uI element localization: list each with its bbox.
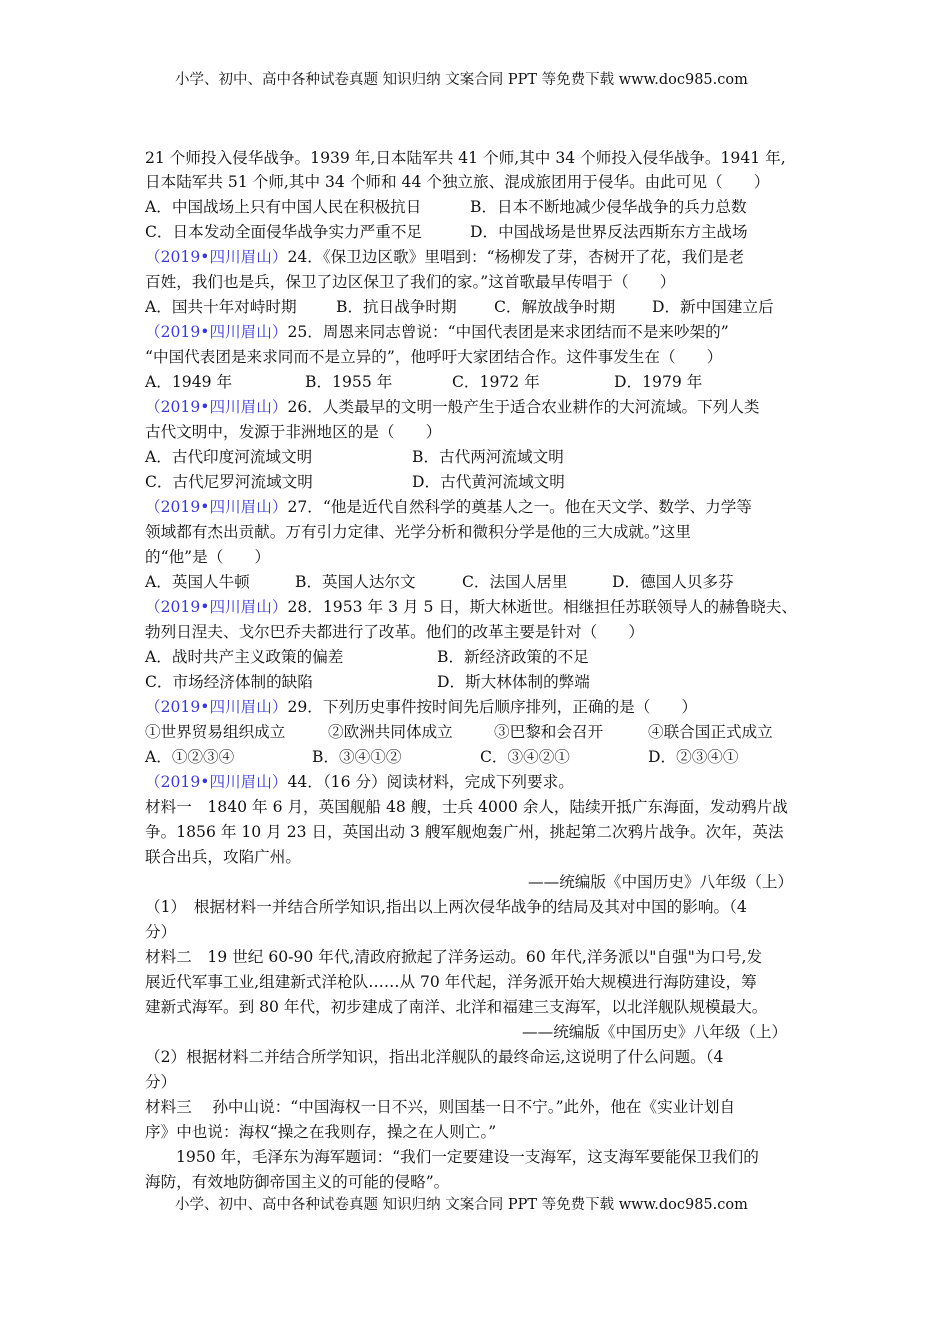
q29-option-b: B．③④①② — [312, 748, 402, 766]
q28-line2: 勃列日涅夫、戈尔巴乔夫都进行了改革。他们的改革主要是针对（ ） — [145, 623, 645, 641]
q23-option-b: B．日本不断地减少侵华战争的兵力总数 — [470, 198, 747, 216]
q24-stem: 24．《保卫边区歌》里唱到：“杨柳发了芽，杏树开了花，我们是老 — [287, 248, 745, 266]
q44-question1-line1: （1） 根据材料一并结合所学知识,指出以上两次侵华战争的结局及其对中国的影响。（4 — [145, 898, 747, 916]
q28-stem: 28．1953 年 3 月 5 日，斯大林逝世。相继担任苏联领导人的赫鲁晓夫、 — [287, 598, 798, 616]
q27-stem: 27．“他是近代自然科学的奠基人之一。他在天文学、数学、力学等 — [287, 498, 752, 516]
q26-option-d: D．古代黄河流域文明 — [412, 473, 565, 491]
q44-question1-line2: 分） — [145, 923, 177, 941]
q26-option-c: C．古代尼罗河流域文明 — [145, 473, 313, 491]
q26-line1 — [145, 397, 760, 417]
q27-line2: 领域都有杰出贡献。万有引力定律、光学分析和微积分学是他的三大成就。”这里 — [145, 523, 691, 541]
q24-line2: 百姓，我们也是兵，保卫了边区保卫了我们的家。”这首歌最早传唱于（ ） — [145, 273, 676, 291]
q44-material1-line1: 材料一 1840 年 6 月，英国舰船 48 艘，士兵 4000 余人，陆续开抵广东海面，发动鸦片战 — [145, 798, 788, 816]
q44-material3-line1: 材料三 孙中山说：“中国海权一日不兴，则国基一日不宁。”此外，他在《实业计划自 — [145, 1098, 736, 1116]
q25-line2: “中国代表团是来求同而不是立异的”，他呼吁大家团结合作。这件事发生在（ ） — [145, 348, 723, 366]
q25-source: （2019•四川眉山） — [145, 323, 288, 341]
q25-option-d: D．1979 年 — [614, 373, 703, 391]
q44-question2-line1: （2）根据材料二并结合所学知识，指出北洋舰队的最终命运,这说明了什么问题。（4 — [145, 1048, 724, 1066]
q44-material2-line2: 展近代军事工业,组建新式洋枪队……从 70 年代起，洋务派开始大规模进行海防建设，筹 — [145, 973, 757, 991]
q24-option-b: B．抗日战争时期 — [336, 298, 457, 316]
q29-event-1: ①世界贸易组织成立 — [145, 723, 286, 741]
q23-option-d: D．中国战场是世界反法西斯东方主战场 — [470, 223, 748, 241]
q24-option-d: D．新中国建立后 — [652, 298, 774, 316]
q27-line3: 的“他”是（ ） — [145, 548, 271, 566]
q29-line1 — [145, 697, 697, 717]
q44-question2-line2: 分） — [145, 1073, 177, 1091]
q25-option-a: A．1949 年 — [145, 373, 233, 391]
q44-line1 — [145, 772, 574, 792]
q29-event-4: ④联合国正式成立 — [648, 723, 773, 741]
q27-option-d: D．德国人贝多芬 — [612, 573, 734, 591]
q44-material1-line2: 争。1856 年 10 月 23 日，英国出动 3 艘军舰炮轰广州，挑起第二次鸦片战争。次年，英法 — [145, 823, 784, 841]
q28-source: （2019•四川眉山） — [145, 598, 288, 616]
q44-material3-line3: 1950 年，毛泽东为海军题词：“我们一定要建设一支海军，这支海军要能保卫我们的 — [176, 1148, 759, 1166]
q26-line2: 古代文明中，发源于非洲地区的是（ ） — [145, 423, 442, 441]
q23-line2: 日本陆军共 51 个师,其中 34 个师和 44 个独立旅、混成旅团用于侵华。由此可见（ ） — [145, 173, 770, 191]
q23-option-a: A．中国战场上只有中国人民在积极抗日 — [145, 198, 422, 216]
q26-source: （2019•四川眉山） — [145, 398, 288, 416]
q24-line1 — [145, 247, 744, 267]
q29-option-d: D．②③④① — [648, 748, 739, 766]
q29-source: （2019•四川眉山） — [145, 698, 288, 716]
q24-option-a: A．国共十年对峙时期 — [145, 298, 297, 316]
q44-material3-line2: 序》中也说：海权“操之在我则存，操之在人则亡。” — [145, 1123, 497, 1141]
q44-material2-citation: ——统编版《中国历史》八年级（上） — [522, 1023, 788, 1041]
q27-line1 — [145, 497, 752, 517]
q44-material2-line1: 材料二 19 世纪 60-90 年代,清政府掀起了洋务运动。60 年代,洋务派以"自强"为口号,发 — [145, 948, 763, 966]
q44-stem: 44．（16 分）阅读材料，完成下列要求。 — [287, 773, 574, 791]
page-header: 小学、初中、高中各种试卷真题 知识归纳 文案合同 PPT 等免费下载 www.doc985.com — [175, 72, 748, 88]
q29-option-c: C．③④②① — [480, 748, 570, 766]
q28-option-d: D．斯大林体制的弊端 — [437, 673, 590, 691]
q28-option-b: B．新经济政策的不足 — [437, 648, 589, 666]
q44-material1-line3: 联合出兵，攻陷广州。 — [145, 848, 301, 866]
q26-stem: 26．人类最早的文明一般产生于适合农业耕作的大河流域。下列人类 — [287, 398, 760, 416]
q29-stem: 29．下列历史事件按时间先后顺序排列，正确的是（ ） — [287, 698, 698, 716]
q23-option-c: C．日本发动全面侵华战争实力严重不足 — [145, 223, 423, 241]
q29-event-2: ②欧洲共同体成立 — [328, 723, 453, 741]
q26-option-a: A．古代印度河流域文明 — [145, 448, 313, 466]
q25-option-c: C．1972 年 — [452, 373, 540, 391]
q25-option-b: B．1955 年 — [305, 373, 393, 391]
q27-option-c: C．法国人居里 — [462, 573, 568, 591]
q28-line1 — [145, 597, 797, 617]
q29-option-a: A．①②③④ — [145, 748, 235, 766]
q44-material2-line3: 建新式海军。到 80 年代，初步建成了南洋、北洋和福建三支海军，以北洋舰队规模最大。 — [145, 998, 768, 1016]
q25-stem: 25．周恩来同志曾说：“中国代表团是来求团结而不是来吵架的” — [287, 323, 729, 341]
q27-option-b: B．英国人达尔文 — [295, 573, 416, 591]
q29-event-3: ③巴黎和会召开 — [494, 723, 604, 741]
q44-material3-line4: 海防，有效地防御帝国主义的可能的侵略”。 — [145, 1173, 450, 1191]
q44-material1-citation: ——统编版《中国历史》八年级（上） — [528, 873, 794, 891]
q44-source: （2019•四川眉山） — [145, 773, 288, 791]
q27-option-a: A．英国人牛顿 — [145, 573, 250, 591]
q24-source: （2019•四川眉山） — [145, 248, 288, 266]
q23-line1: 21 个师投入侵华战争。1939 年,日本陆军共 41 个师,其中 34 个师投入侵华战争。1941 年, — [145, 149, 786, 167]
q28-option-a: A．战时共产主义政策的偏差 — [145, 648, 344, 666]
q27-source: （2019•四川眉山） — [145, 498, 288, 516]
q28-option-c: C．市场经济体制的缺陷 — [145, 673, 313, 691]
q26-option-b: B．古代两河流域文明 — [412, 448, 564, 466]
page-footer: 小学、初中、高中各种试卷真题 知识归纳 文案合同 PPT 等免费下载 www.doc985.com — [175, 1197, 748, 1213]
q25-line1 — [145, 322, 729, 342]
q24-option-c: C．解放战争时期 — [494, 298, 616, 316]
